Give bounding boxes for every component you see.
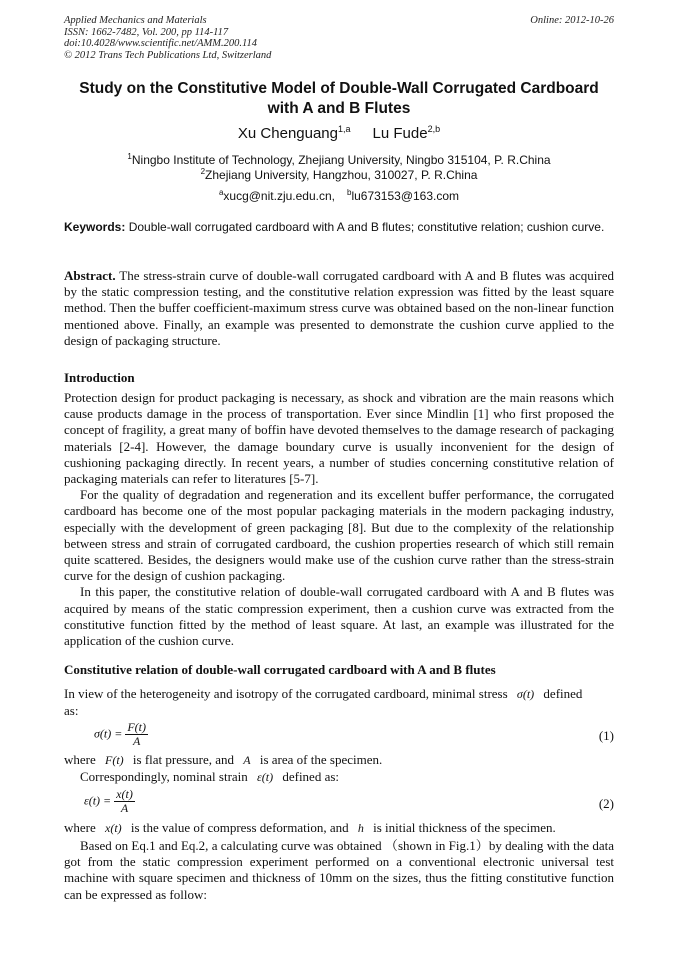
issn-line: ISSN: 1662-7482, Vol. 200, pp 114-117 bbox=[64, 26, 229, 38]
eps-t-symbol: ε(t) bbox=[257, 770, 274, 784]
a-symbol: A bbox=[243, 753, 251, 767]
keywords-label: Keywords: bbox=[64, 220, 126, 234]
author-emails bbox=[0, 185, 678, 204]
f-t-symbol: F(t) bbox=[105, 753, 124, 767]
nominal-strain-b: defined as: bbox=[282, 769, 340, 784]
where-line-2 bbox=[64, 820, 614, 836]
eq2-lhs: ε(t) = bbox=[84, 793, 112, 808]
where-1-b: is flat pressure, and bbox=[132, 752, 235, 767]
intro-paragraph-2: For the quality of degradation and regeneration and its excellent buffer performance, the corrugated cardboard has become one of the most popular packaging materials in the modern packaging industry, especially with the development of green packaging [8]. But due to the complexity of the relationship between stress and strain of corrugated cardboard, the cushion properties research of which still remain quite scattered. Besides, the designers would make use of the cushion curve rather than the stress-strain curve for the design of cushion packaging. bbox=[64, 487, 614, 584]
nominal-strain-line bbox=[80, 769, 630, 785]
stress-definition-text: In view of the heterogeneity and isotropy of the corrugated cardboard, minimal stress bbox=[64, 686, 508, 701]
keywords-text: Double-wall corrugated cardboard with A and B flutes; constitutive relation; cushion curve. bbox=[125, 220, 605, 234]
eq2-denominator: A bbox=[120, 801, 129, 815]
where-2-a: where bbox=[64, 820, 96, 835]
online-date: Online: 2012-10-26 bbox=[530, 15, 614, 26]
eq2-fraction bbox=[114, 788, 135, 815]
nominal-strain-a: Correspondingly, nominal strain bbox=[80, 769, 248, 784]
abstract bbox=[64, 268, 614, 349]
where-1-c: is area of the specimen. bbox=[259, 752, 383, 767]
eq2-numerator: x(t) bbox=[116, 787, 133, 801]
author-1-name: Xu Chenguang bbox=[237, 125, 338, 142]
doi-line[interactable]: doi:10.4028/www.scientific.net/AMM.200.114 bbox=[64, 38, 257, 49]
fitting-paragraph: Based on Eq.1 and Eq.2, a calculating curve was obtained （shown in Fig.1）by dealing with the data got from the static compression experiment performed on a conventional electronic universal test machine with square specimen and thickness of 10mm on the sizes, thus the fitting constitutive function can be expressed as follow: bbox=[64, 838, 614, 902]
copyright-line: © 2012 Trans Tech Publications Ltd, Switzerland bbox=[64, 49, 272, 61]
introduction-body bbox=[64, 390, 614, 649]
email-2[interactable]: lu673153@163.com bbox=[351, 189, 460, 203]
affiliation-2-sup: 2 bbox=[200, 167, 206, 176]
eq1-denominator: A bbox=[133, 734, 141, 748]
author-1-sup: 1,a bbox=[338, 124, 351, 134]
affiliation-2-text: Zhejiang University, Hangzhou, 310027, P. R.China bbox=[205, 168, 478, 182]
author-2-sup: 2,b bbox=[427, 124, 441, 134]
abstract-label: Abstract. bbox=[64, 268, 116, 283]
email-2-sup: b bbox=[346, 188, 352, 197]
sigma-t-symbol: σ(t) bbox=[516, 687, 535, 701]
stress-definition-as: as: bbox=[64, 703, 79, 718]
where-1-a: where bbox=[64, 752, 96, 767]
journal-name: Applied Mechanics and Materials bbox=[64, 15, 207, 26]
introduction-heading: Introduction bbox=[64, 370, 135, 385]
stress-definition-end: defined bbox=[543, 686, 583, 701]
intro-paragraph-3: In this paper, the constitutive relation of double-wall corrugated cardboard with A and B flutes was acquired by means of the static compression experiment, then a cushion curve was extracted from the constitutive function fitted by the method of least square. At last, an example was illustrated for the application of the cushion curve. bbox=[64, 584, 614, 649]
eq1-numerator: F(t) bbox=[127, 720, 146, 734]
equation-1-number: (1) bbox=[598, 728, 614, 743]
equation-1 bbox=[94, 721, 148, 748]
abstract-text: The stress-strain curve of double-wall corrugated cardboard with A and B flutes was acquired by the static compression testing, and the constitutive relation expression was fitted by the least square method. Then the buffer coefficient-maximum stress curve was obtained based on the non-linear function mentioned above. Finally, an example was presented to demonstrate the cushion curve applied to the design of packaging structure. bbox=[64, 268, 614, 348]
email-1-sup: a bbox=[218, 188, 224, 197]
where-line-1 bbox=[64, 752, 614, 768]
title-line-2: with A and B Flutes bbox=[267, 100, 411, 117]
email-1[interactable]: xucg@nit.zju.edu.cn, bbox=[223, 189, 335, 203]
where-2-c: is initial thickness of the specimen. bbox=[373, 820, 556, 835]
equation-2 bbox=[84, 788, 135, 815]
affiliation-1-text: Ningbo Institute of Technology, Zhejiang University, Ningbo 315104, P. R.China bbox=[131, 153, 551, 167]
keywords bbox=[64, 220, 614, 235]
title-line-1: Study on the Constitutive Model of Double-Wall Corrugated Cardboard bbox=[79, 80, 599, 97]
stress-definition-line bbox=[64, 686, 614, 702]
equation-2-number: (2) bbox=[598, 796, 614, 811]
section-2-heading: Constitutive relation of double-wall corrugated cardboard with A and B flutes bbox=[64, 662, 496, 677]
eq1-fraction bbox=[125, 721, 148, 748]
x-t-symbol: x(t) bbox=[105, 821, 122, 835]
h-symbol: h bbox=[357, 821, 364, 835]
affiliation-2 bbox=[0, 164, 678, 183]
eq1-lhs: σ(t) = bbox=[94, 726, 123, 741]
intro-paragraph-1: Protection design for product packaging is necessary, as shock and vibration are the main reasons which cause products damage in the process of transportation. Ever since Mindlin [1] who first proposed the concept of fragility, a great many of boffin have devoted themselves to the damage research of packaging materials [2-4]. However, the damage boundary curve is usually inconvenient for the design of cushioning packaging directly. In recent years, a number of studies concerning constitutive relation of packaging materials can refer to literatures [5-7]. bbox=[64, 390, 614, 487]
author-2-name: Lu Fude bbox=[372, 125, 428, 142]
paper-title bbox=[40, 79, 638, 119]
journal-header bbox=[64, 15, 271, 61]
affiliation-1-sup: 1 bbox=[127, 152, 132, 161]
where-2-b: is the value of compress deformation, and bbox=[130, 820, 349, 835]
author-list bbox=[0, 124, 678, 142]
